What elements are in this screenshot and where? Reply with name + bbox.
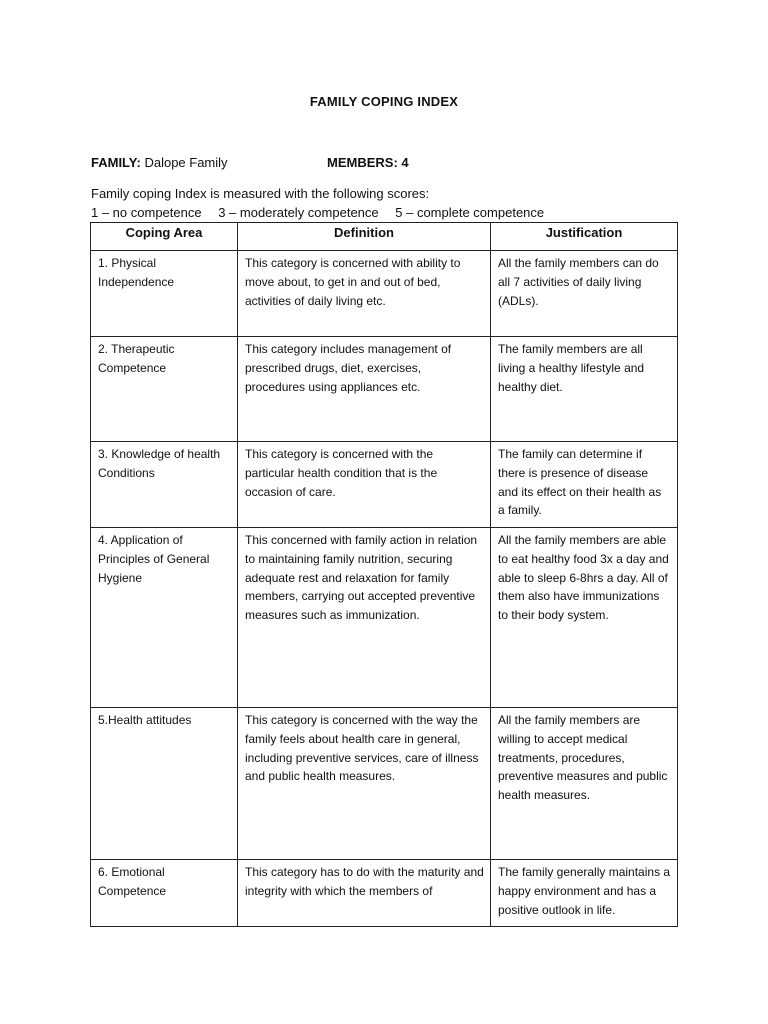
scoring-intro: [91, 184, 557, 222]
header-justification: Justification: [491, 223, 678, 251]
scale-item-5: 5 – complete competence: [395, 205, 545, 220]
header-coping-area: Coping Area: [91, 223, 238, 251]
table-row: [91, 528, 678, 708]
coping-area-cell: 4. Application of Principles of General Hygiene: [91, 528, 238, 708]
scale-item-3: 3 – moderately competence: [218, 205, 379, 220]
definition-cell: This category has to do with the maturity and integrity with which the members of: [238, 860, 491, 927]
coping-area-cell: 1. Physical Independence: [91, 251, 238, 337]
justification-cell: All the family members are able to eat healthy food 3x a day and able to sleep 6-8hrs a day. All of them also have immunizations to their body system.: [491, 528, 678, 708]
table-row: [91, 708, 678, 860]
justification-cell: All the family members can do all 7 activities of daily living (ADLs).: [491, 251, 678, 337]
justification-cell: The family generally maintains a happy environment and has a positive outlook in life.: [491, 860, 678, 927]
definition-cell: This concerned with family action in relation to maintaining family nutrition, securing adequate rest and relaxation for family members, carrying out accepted preventive measures such as immunization.: [238, 528, 491, 708]
definition-cell: This category is concerned with the particular health condition that is the occasion of care.: [238, 442, 491, 528]
table-header-row: [91, 223, 678, 251]
intro-text: Family coping Index is measured with the following scores:: [91, 186, 430, 201]
definition-cell: This category is concerned with the way the family feels about health care in general, including preventive services, care of illness and public health measures.: [238, 708, 491, 860]
table-row: [91, 251, 678, 337]
definition-cell: This category is concerned with ability to move about, to get in and out of bed, activities of daily living etc.: [238, 251, 491, 337]
members-label: MEMBERS: 4: [327, 155, 409, 170]
coping-area-cell: 6. Emotional Competence: [91, 860, 238, 927]
family-value: Dalope Family: [140, 155, 228, 170]
score-scale: [91, 203, 557, 222]
definition-cell: This category includes management of prescribed drugs, diet, exercises, procedures using appliances etc.: [238, 337, 491, 442]
coping-area-cell: 3. Knowledge of health Conditions: [91, 442, 238, 528]
coping-area-cell: 5.Health attitudes: [91, 708, 238, 860]
table-row: [91, 337, 678, 442]
table-row: [91, 860, 678, 927]
family-label: FAMILY:: [91, 155, 141, 170]
justification-cell: All the family members are willing to accept medical treatments, procedures, preventive measures and public health measures.: [491, 708, 678, 860]
justification-cell: The family can determine if there is presence of disease and its effect on their health as a family.: [491, 442, 678, 528]
coping-area-cell: 2. Therapeutic Competence: [91, 337, 238, 442]
table-row: [91, 442, 678, 528]
family-line: [91, 155, 228, 170]
scale-item-1: 1 – no competence: [91, 205, 202, 220]
header-definition: Definition: [238, 223, 491, 251]
coping-index-table: [90, 222, 678, 927]
document-title: FAMILY COPING INDEX: [309, 94, 459, 109]
justification-cell: The family members are all living a healthy lifestyle and healthy diet.: [491, 337, 678, 442]
members-line: [327, 155, 409, 170]
